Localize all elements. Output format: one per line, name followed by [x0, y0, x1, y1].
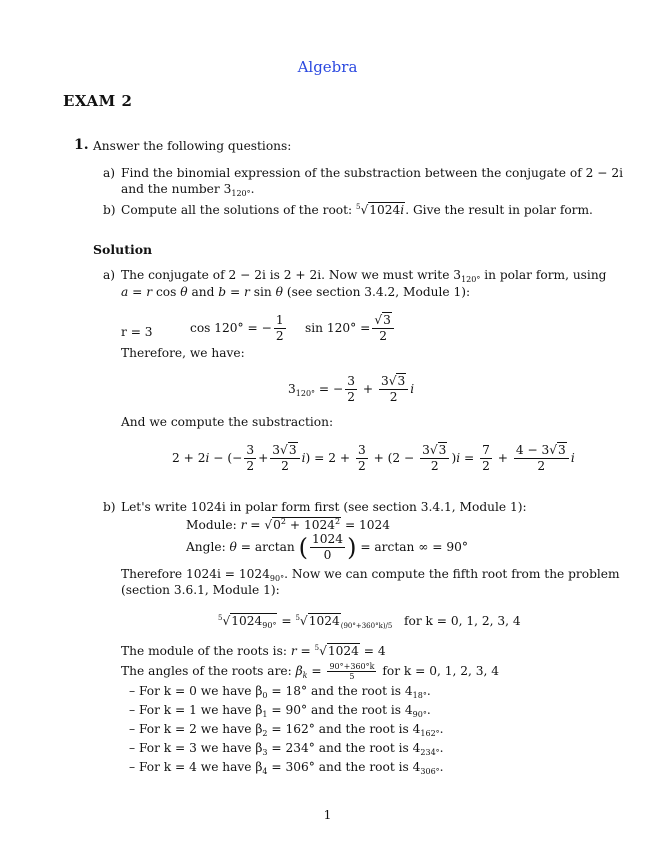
angles-roots-line	[121, 662, 499, 681]
angle-value: = arctan ∞ = 90°	[360, 540, 468, 554]
list-item: – For k = 3 we have $\beta_3 = 234^\circ$ and the root is $4_{234^\circ}$.	[129, 741, 444, 757]
sin-fraction: $\frac{√3}{2}$	[372, 313, 394, 344]
polar-formulas: a = r cos θ and b = r sin θ	[121, 285, 283, 299]
polar-result: $3_{120^\circ}$ = − $\frac{3}{2}$ + $\frac{3√3}{2}$ i	[288, 374, 415, 404]
question-b-line	[121, 203, 593, 217]
therefore-b-pre: Therefore 1024i = 1024	[121, 567, 270, 581]
list-item: – For k = 0 we have $\beta_0 = 18^\circ$ and the root is $4_{18^\circ}$.	[129, 684, 431, 700]
question-intro: Answer the following questions:	[93, 139, 292, 153]
question-b-post: . Give the result in polar form.	[405, 203, 593, 217]
module-roots-line	[121, 644, 386, 658]
question-a-text2: and the number	[121, 182, 220, 196]
question-b-text: Compute all the solutions of the root:	[121, 203, 353, 217]
module-roots-formula: r = $^5$√1024	[290, 644, 359, 658]
angle-formula: θ = arctan ( $\frac{1024}{0}$ )	[229, 532, 357, 562]
fifth-root-equation: $^5√1024_{90^\circ} = ^5√1024_{(90^\circ+360^\circ k)/5}$ for k = 0, 1, 2, 3, 4	[218, 614, 521, 630]
list-item: – For k = 1 we have $\beta_1 = 90^\circ$ and the root is $4_{90^\circ}$.	[129, 703, 431, 719]
module-line	[186, 517, 390, 532]
solution-a-line2	[121, 285, 470, 299]
sol-a-is: is	[269, 268, 280, 282]
page-title: Algebra	[297, 58, 358, 76]
exam-heading: EXAM 2	[63, 92, 133, 110]
root-expression: $^5$√1024i	[356, 203, 405, 217]
question-a-line2	[121, 182, 255, 198]
solution-heading: Solution	[93, 242, 153, 257]
module-roots-pre: The module of the roots is:	[121, 644, 287, 658]
sol-a-post: in polar form, using	[484, 268, 607, 282]
solution-a-label: a)	[103, 268, 116, 282]
angles-formula: $\beta_k$ = $\frac{90^\circ+360^\circ k}{5}$	[295, 662, 375, 681]
question-a-text: Find the binomial expression of the substraction between the conjugate of	[121, 166, 582, 180]
sin-expression	[305, 313, 396, 344]
angles-post: for k = 0, 1, 2, 3, 4	[382, 664, 499, 678]
module-formula: $r = √0^2 + 1024^2$	[240, 517, 341, 532]
angles-pre: The angles of the roots are:	[121, 664, 292, 678]
sol-a-mid: . Now we must write	[321, 268, 450, 282]
module-label: Module:	[186, 518, 237, 532]
question-a-line1	[121, 166, 623, 180]
cos-label: cos 120° = −	[190, 321, 272, 335]
question-b-label: b)	[103, 203, 116, 217]
module-roots-post: = 4	[363, 644, 386, 658]
sol-a-expr1: 2 − 2i	[228, 268, 266, 282]
solution-b-label: b)	[103, 500, 116, 514]
therefore-b-line1: Therefore $1024i = 1024_{90^\circ}$. Now we can compute the fifth root from the problem	[121, 567, 620, 583]
sol-a-text: The conjugate of	[121, 268, 225, 282]
therefore-b-post: . Now we can compute the fifth root from the problem	[284, 567, 620, 581]
list-item: – For k = 2 we have $\beta_2 = 162^\circ$ and the root is $4_{162^\circ}$.	[129, 722, 444, 738]
question-a-label: a)	[103, 166, 116, 180]
solution-b-line1: Let's write 1024i in polar form first (see section 3.4.1, Module 1):	[121, 500, 527, 514]
therefore-line: Therefore, we have:	[121, 346, 245, 360]
solution-a-line1	[121, 268, 606, 284]
sol-a-num: $3_{120^\circ}$	[453, 268, 481, 284]
for-k: for k = 0, 1, 2, 3, 4	[404, 614, 521, 628]
question-a-expr: 2 − 2i	[585, 166, 623, 180]
sol-a-expr2: 2 + 2i	[283, 268, 322, 282]
page-number: 1	[323, 808, 332, 822]
therefore-b-line2: (section 3.6.1, Module 1):	[121, 583, 280, 597]
compute-line: And we compute the substraction:	[121, 415, 334, 429]
list-item: – For k = 4 we have $\beta_4 = 306^\circ$ and the root is $4_{306^\circ}$.	[129, 760, 444, 776]
angle-line	[186, 532, 468, 563]
angle-label: Angle:	[186, 540, 226, 554]
r-value: r = 3	[121, 325, 153, 339]
number-3-120: $3_{120^\circ}$.	[223, 182, 255, 198]
sin-label: sin 120° =	[305, 321, 371, 335]
sol-a-line2-post: (see section 3.4.2, Module 1):	[286, 285, 471, 299]
cos-fraction: $\frac{1}{2}$	[275, 313, 284, 343]
question-number: 1.	[74, 137, 89, 153]
cos-expression	[190, 313, 288, 344]
subtraction-equation: 2 + 2i − (− $\frac{3}{2}$ + $\frac{3√3}{2}$ i) = 2 + $\frac{3}{2}$ + (2 − $\frac{3√3}{2}$ )i = $\frac{7}{2}$ + $\frac{4 - 3√3}{2}$ i	[172, 443, 575, 473]
module-value: = 1024	[344, 518, 391, 532]
